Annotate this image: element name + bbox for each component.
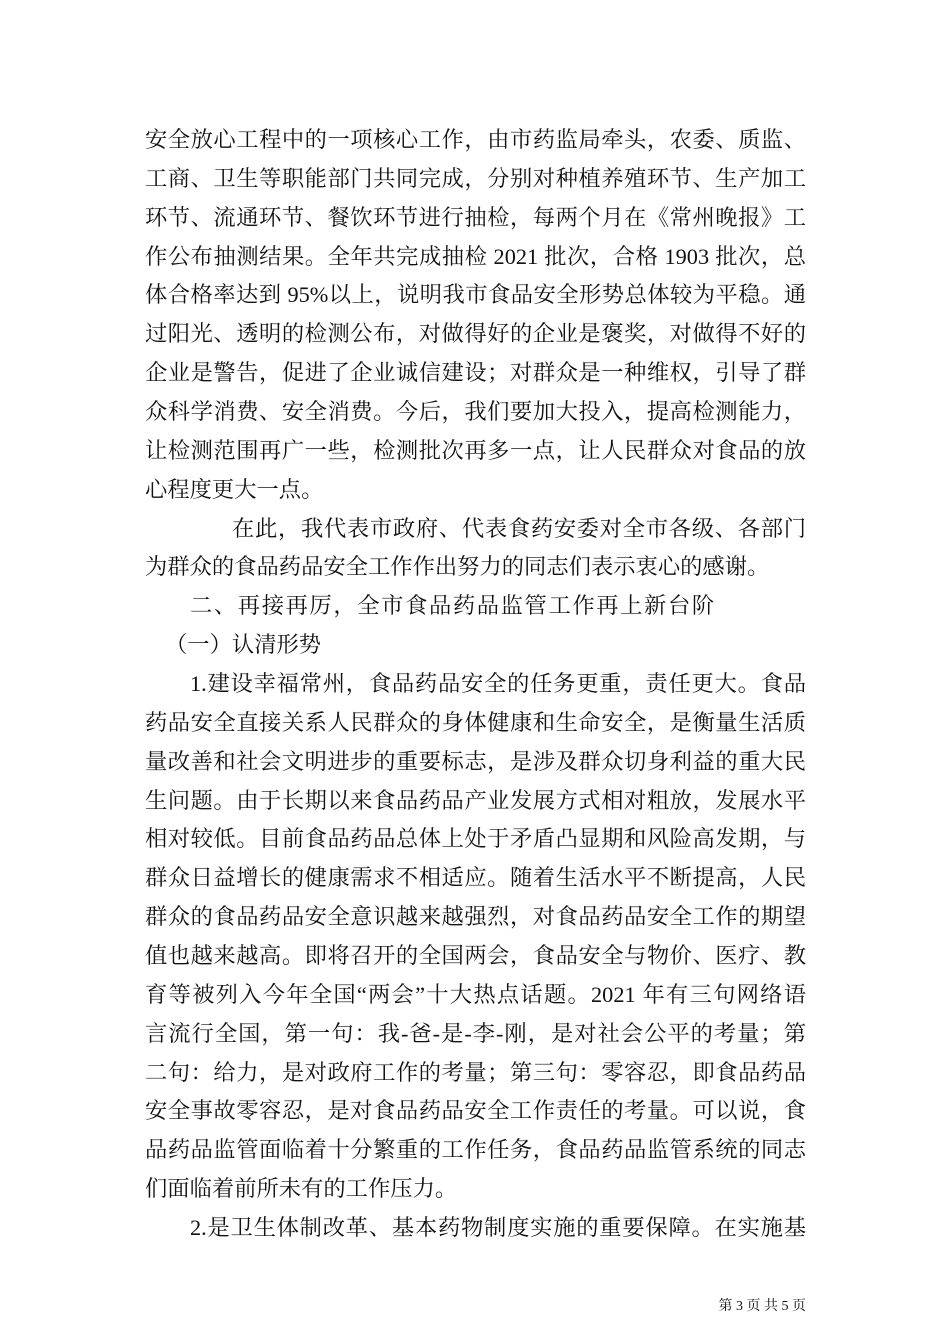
text-line: 们面临着前所未有的工作压力。 [145,1176,458,1202]
text-line: 育等被列入今年全国“两会”十大热点话题。2021 年有三句网络语 [145,981,806,1007]
text-line: 言流行全国，第一句：我-爸-是-李-刚，是对社会公平的考量；第 [145,1020,806,1046]
section-heading [145,587,806,626]
text-line: 过阳光、透明的检测公布，对做得好的企业是褒奖，对做得不好的 [145,321,806,347]
text-line: 2.是卫生体制改革、基本药物制度实施的重要保障。在实施基 [190,1215,806,1241]
paragraph-3 [145,665,806,1209]
text-line: 安全放心工程中的一项核心工作，由市药监局牵头，农委、质监、 [145,127,806,152]
heading-line: （一）认清形势 [165,632,322,658]
text-line: 体合格率达到 95%以上，说明我市食品安全形势总体较为平稳。通 [145,282,806,308]
text-line: 为群众的食品药品安全工作作出努力的同志们表示衷心的感谢。 [145,554,770,580]
text-line: 生问题。由于长期以来食品药品产业发展方式相对粗放，发展水平 [145,787,806,813]
text-line: 群众日益增长的健康需求不相适应。随着生活水平不断提高，人民 [145,865,806,891]
paragraph-2 [145,510,806,588]
text-line: 值也越来越高。即将召开的全国两会，食品安全与物价、医疗、教 [145,943,806,969]
text-line: 二句：给力，是对政府工作的考量；第三句：零容忍，即食品药品 [145,1059,806,1085]
text-line: 企业是警告，促进了企业诚信建设；对群众是一种维权，引导了群 [145,360,806,386]
text-line: 量改善和社会文明进步的重要标志，是涉及群众切身利益的重大民 [145,748,806,774]
text-line: 品药品监管面临着十分繁重的工作任务，食品药品监管系统的同志 [145,1137,806,1163]
text-line: 作公布抽测结果。全年共完成抽检 2021 批次，合格 1903 批次，总 [145,243,806,269]
text-line: 在此，我代表市政府、代表食药安委对全市各级、各部门 [232,515,806,541]
text-line: 心程度更大一点。 [145,476,324,502]
paragraph-4 [145,1209,806,1248]
page-footer [719,1297,807,1317]
heading-line: 二、再接再厉，全市食品药品监管工作再上新台阶 [190,593,716,619]
text-line: 工商、卫生等职能部门共同完成，分别对种植养殖环节、生产加工 [145,165,806,191]
text-line: 相对较低。目前食品药品总体上处于矛盾凸显期和风险高发期，与 [145,826,806,852]
text-line: 1.建设幸福常州，食品药品安全的任务更重，责任更大。食品 [190,671,806,697]
text-line: 药品安全直接关系人民群众的身体健康和生命安全，是衡量生活质 [145,709,806,735]
text-line: 安全事故零容忍，是对食品药品安全工作责任的考量。可以说，食 [145,1098,806,1124]
text-line: 群众的食品药品安全意识越来越强烈，对食品药品安全工作的期望 [145,904,806,930]
subsection-heading [145,626,806,665]
text-line: 让检测范围再广一些，检测批次再多一点，让人民群众对食品的放 [145,437,806,463]
page-number-label: 第 3 页 共 5 页 [718,1299,806,1314]
text-line: 环节、流通环节、餐饮环节进行抽检，每两个月在《常州晚报》工 [145,204,806,230]
body-text [145,121,806,1248]
text-line: 众科学消费、安全消费。今后，我们要加大投入，提高检测能力， [145,399,806,425]
paragraph-1 [145,121,806,510]
